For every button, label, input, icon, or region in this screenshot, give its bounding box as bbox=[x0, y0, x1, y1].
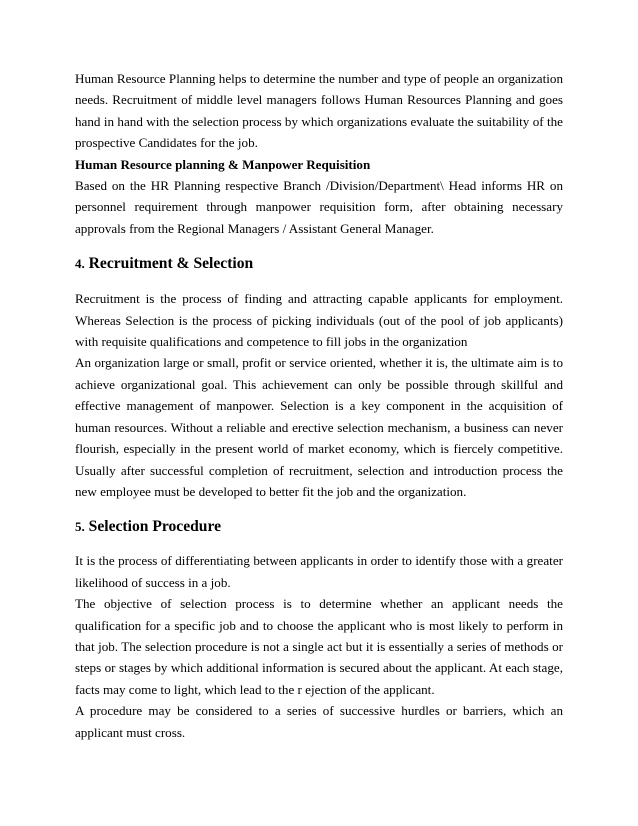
section-5-heading bbox=[75, 516, 563, 538]
section-5-paragraph-1: It is the process of differentiating between applicants in order to identify those with a greater likelihood of success in a job. bbox=[75, 553, 563, 590]
section-4-number: 4. bbox=[75, 256, 85, 272]
intro-paragraph: Human Resource Planning helps to determine the number and type of people an organization needs. Recruitment of middle level managers follows Human Resources Planning and goes hand in hand with the selection process by which organizations evaluate the suitability of the prospective Candidates for the job. bbox=[75, 71, 563, 151]
section-5-paragraph-3: A procedure may be considered to a series of successive hurdles or barriers, which an applicant must cross. bbox=[75, 703, 563, 740]
section-4-paragraph-1: Recruitment is the process of finding and attracting capable applicants for employment. Whereas Selection is the process of picking individuals (out of the pool of job applicants) with requisite qualifications and competence to fill jobs in the organization bbox=[75, 291, 563, 350]
section-5-number: 5. bbox=[75, 519, 85, 535]
section-4-title: Recruitment & Selection bbox=[88, 255, 254, 273]
section-4-heading bbox=[75, 253, 563, 275]
document-page bbox=[75, 68, 563, 743]
section-5-paragraph-2: The objective of selection process is to determine whether an applicant needs the qualification for a specific job and to choose the applicant who is most likely to perform in that job. The selection procedure is not a single act but it is essentially a series of methods or steps or stages by which additional information is secured about the applicant. At each stage, facts may come to light, which lead to the r ejection of the applicant. bbox=[75, 596, 563, 697]
section-4-paragraph-2: An organization large or small, profit or service oriented, whether it is, the ultimate aim is to achieve organizational goal. This achievement can only be possible through skillful and effective management of manpower. Selection is a key component in the acquisition of human resources. Without a reliable and erective selection mechanism, a business can never flourish, especially in the present world of market economy, which is fiercely competitive. Usually after successful completion of recruitment, selection and introduction process the new employee must be developed to better fit the job and the organization. bbox=[75, 355, 563, 499]
section-5-title: Selection Procedure bbox=[88, 518, 222, 536]
intro-subheading: Human Resource planning & Manpower Requisition bbox=[75, 156, 371, 172]
intro-paragraph-2: Based on the HR Planning respective Branch /Division/Department\ Head informs HR on personnel requirement through manpower requisition form, after obtaining necessary approvals from the Regional Managers / Assistant General Manager. bbox=[75, 178, 563, 236]
